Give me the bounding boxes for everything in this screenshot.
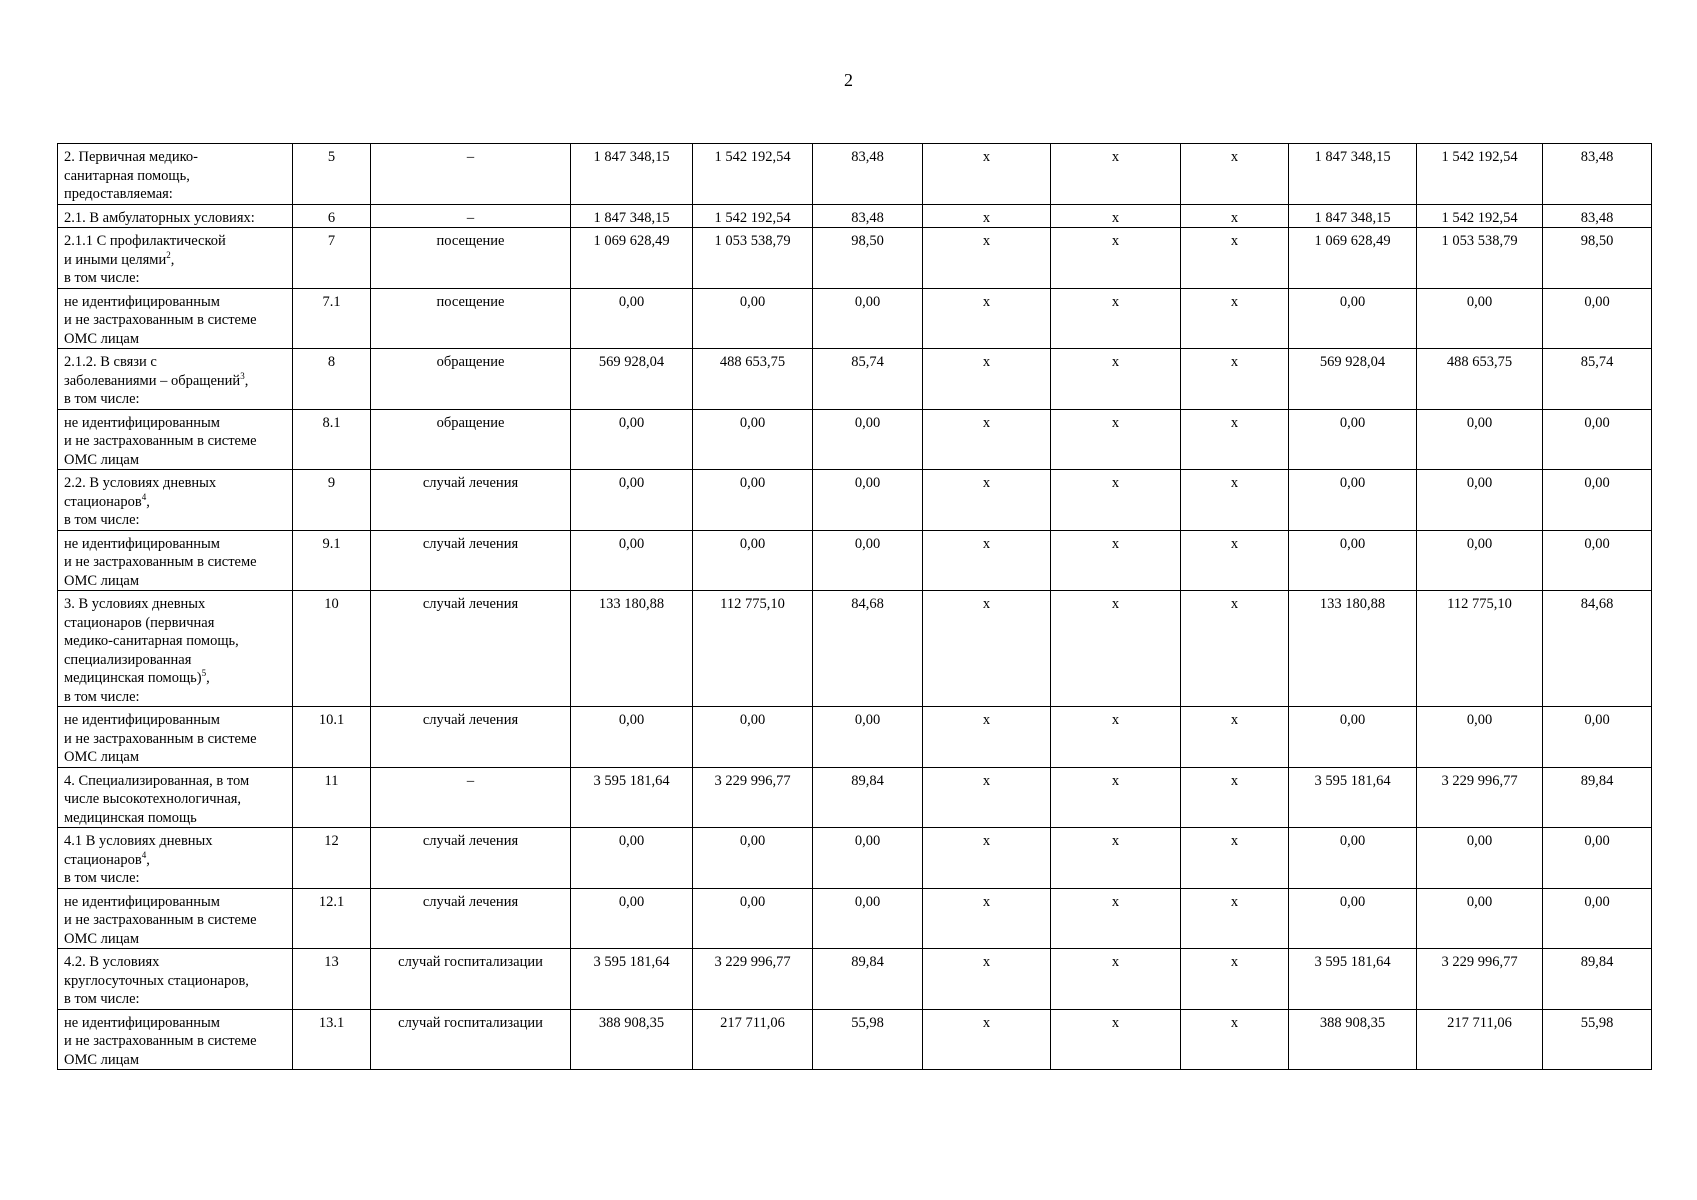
row-name-line: в том числе:	[64, 870, 140, 886]
row-name-line: не идентифицированным	[64, 535, 220, 552]
actual-sum-cell: 112 775,10	[693, 591, 813, 707]
total-plan-sum-cell: 0,00	[1289, 409, 1417, 470]
x-col-2-cell: х	[1051, 470, 1181, 531]
plan-sum-cell: 1 847 348,15	[571, 204, 693, 228]
table-body	[58, 144, 1652, 1070]
row-unit-cell: –	[371, 204, 571, 228]
total-actual-sum-cell: 0,00	[1417, 707, 1543, 768]
percent-cell: 84,68	[813, 591, 923, 707]
total-percent-cell: 83,48	[1543, 144, 1652, 205]
row-name-cell	[58, 949, 293, 1010]
row-name-line: заболеваниями – обращений	[64, 372, 241, 389]
row-code-cell: 7.1	[293, 288, 371, 349]
x-col-3-cell: х	[1181, 828, 1289, 889]
actual-sum-cell: 488 653,75	[693, 349, 813, 410]
actual-sum-cell: 3 229 996,77	[693, 949, 813, 1010]
x-col-3-cell: х	[1181, 949, 1289, 1010]
row-unit-cell: обращение	[371, 349, 571, 410]
row-name-line: в том числе:	[64, 270, 140, 286]
total-actual-sum-cell: 3 229 996,77	[1417, 949, 1543, 1010]
row-name-cell	[58, 144, 293, 205]
plan-sum-cell: 0,00	[571, 530, 693, 591]
row-unit-cell: случай госпитализации	[371, 1009, 571, 1070]
actual-sum-cell: 1 542 192,54	[693, 204, 813, 228]
table-row	[58, 828, 1652, 889]
row-name-punct: ,	[206, 670, 210, 686]
x-col-3-cell: х	[1181, 470, 1289, 531]
total-actual-sum-cell: 0,00	[1417, 828, 1543, 889]
x-col-1-cell: х	[923, 707, 1051, 768]
row-name-cell	[58, 204, 293, 228]
x-col-2-cell: х	[1051, 204, 1181, 228]
row-unit-cell: случай лечения	[371, 530, 571, 591]
table-row	[58, 288, 1652, 349]
page-number: 2	[844, 70, 853, 90]
total-percent-cell: 0,00	[1543, 409, 1652, 470]
actual-sum-cell: 0,00	[693, 707, 813, 768]
x-col-2-cell: х	[1051, 1009, 1181, 1070]
row-name-line: 4.1 В условиях дневных	[64, 833, 213, 849]
total-actual-sum-cell: 217 711,06	[1417, 1009, 1543, 1070]
row-name-cell	[58, 591, 293, 707]
row-name-line: 4.2. В условиях	[64, 954, 160, 970]
total-plan-sum-cell: 1 847 348,15	[1289, 144, 1417, 205]
percent-cell: 0,00	[813, 707, 923, 768]
x-col-1-cell: х	[923, 288, 1051, 349]
x-col-3-cell: х	[1181, 288, 1289, 349]
row-name-line: 2.2. В условиях дневных	[64, 475, 217, 491]
total-actual-sum-cell: 0,00	[1417, 530, 1543, 591]
row-code-cell: 10	[293, 591, 371, 707]
total-plan-sum-cell: 0,00	[1289, 888, 1417, 949]
row-name-line: в том числе:	[64, 991, 140, 1007]
percent-cell: 98,50	[813, 228, 923, 289]
x-col-2-cell: х	[1051, 228, 1181, 289]
total-plan-sum-cell: 569 928,04	[1289, 349, 1417, 410]
row-unit-cell: посещение	[371, 288, 571, 349]
percent-cell: 55,98	[813, 1009, 923, 1070]
row-code-cell: 5	[293, 144, 371, 205]
x-col-2-cell: х	[1051, 949, 1181, 1010]
row-name-cell	[58, 707, 293, 768]
total-percent-cell: 89,84	[1543, 767, 1652, 828]
row-code-cell: 13.1	[293, 1009, 371, 1070]
x-col-1-cell: х	[923, 828, 1051, 889]
x-col-1-cell: х	[923, 470, 1051, 531]
footnote-marker: 4	[141, 849, 147, 860]
actual-sum-cell: 217 711,06	[693, 1009, 813, 1070]
row-name-line: санитарная помощь,	[64, 167, 190, 184]
row-name-line: ОМС лицам	[64, 330, 140, 347]
actual-sum-cell: 3 229 996,77	[693, 767, 813, 828]
table-row	[58, 228, 1652, 289]
total-percent-cell: 0,00	[1543, 530, 1652, 591]
actual-sum-cell: 0,00	[693, 470, 813, 531]
row-name-punct: ,	[146, 493, 150, 510]
plan-sum-cell: 569 928,04	[571, 349, 693, 410]
row-unit-cell: –	[371, 144, 571, 205]
plan-sum-cell: 133 180,88	[571, 591, 693, 707]
percent-cell: 0,00	[813, 530, 923, 591]
actual-sum-cell: 1 053 538,79	[693, 228, 813, 289]
row-name-cell	[58, 530, 293, 591]
total-plan-sum-cell: 3 595 181,64	[1289, 949, 1417, 1010]
total-percent-cell: 0,00	[1543, 470, 1652, 531]
x-col-2-cell: х	[1051, 707, 1181, 768]
row-code-cell: 12	[293, 828, 371, 889]
percent-cell: 0,00	[813, 828, 923, 889]
row-name-cell	[58, 767, 293, 828]
x-col-1-cell: х	[923, 1009, 1051, 1070]
plan-sum-cell: 3 595 181,64	[571, 767, 693, 828]
total-percent-cell: 0,00	[1543, 707, 1652, 768]
total-actual-sum-cell: 1 542 192,54	[1417, 204, 1543, 228]
x-col-2-cell: х	[1051, 288, 1181, 349]
percent-cell: 83,48	[813, 204, 923, 228]
table-row	[58, 470, 1652, 531]
row-name-punct: ,	[244, 372, 249, 389]
plan-sum-cell: 388 908,35	[571, 1009, 693, 1070]
row-name-cell	[58, 1009, 293, 1070]
table-row	[58, 530, 1652, 591]
total-plan-sum-cell: 1 847 348,15	[1289, 204, 1417, 228]
table-row	[58, 949, 1652, 1010]
row-name-line: стационаров (первичная	[64, 614, 215, 631]
percent-cell: 89,84	[813, 949, 923, 1010]
total-percent-cell: 98,50	[1543, 228, 1652, 289]
footnote-marker: 5	[201, 668, 207, 679]
total-plan-sum-cell: 0,00	[1289, 828, 1417, 889]
plan-sum-cell: 0,00	[571, 409, 693, 470]
total-actual-sum-cell: 1 542 192,54	[1417, 144, 1543, 205]
row-code-cell: 8.1	[293, 409, 371, 470]
plan-sum-cell: 3 595 181,64	[571, 949, 693, 1010]
total-plan-sum-cell: 3 595 181,64	[1289, 767, 1417, 828]
row-unit-cell: случай лечения	[371, 828, 571, 889]
row-unit-cell: обращение	[371, 409, 571, 470]
total-plan-sum-cell: 0,00	[1289, 470, 1417, 531]
x-col-1-cell: х	[923, 767, 1051, 828]
x-col-1-cell: х	[923, 591, 1051, 707]
x-col-3-cell: х	[1181, 888, 1289, 949]
table-row	[58, 349, 1652, 410]
footnote-marker: 3	[240, 370, 245, 381]
plan-sum-cell: 0,00	[571, 707, 693, 768]
row-name-line: 2.1.1 С профилактической	[64, 233, 226, 249]
row-name-line: ОМС лицам	[64, 1051, 140, 1068]
percent-cell: 0,00	[813, 470, 923, 531]
row-name-cell	[58, 228, 293, 289]
footnote-marker: 2	[166, 249, 171, 260]
table-row	[58, 767, 1652, 828]
row-code-cell: 10.1	[293, 707, 371, 768]
row-code-cell: 8	[293, 349, 371, 410]
x-col-2-cell: х	[1051, 349, 1181, 410]
x-col-2-cell: х	[1051, 144, 1181, 205]
row-name-line: и не застрахованным в системе	[64, 912, 257, 928]
row-name-line: круглосуточных стационаров,	[64, 972, 249, 989]
row-name-line: в том числе:	[64, 512, 140, 528]
row-name-line: и не застрахованным в системе	[64, 312, 257, 328]
total-actual-sum-cell: 0,00	[1417, 288, 1543, 349]
row-name-cell	[58, 349, 293, 410]
row-name-line: числе высокотехнологичная,	[64, 791, 242, 807]
actual-sum-cell: 1 542 192,54	[693, 144, 813, 205]
x-col-1-cell: х	[923, 144, 1051, 205]
row-unit-cell: случай госпитализации	[371, 949, 571, 1010]
total-percent-cell: 0,00	[1543, 828, 1652, 889]
table-row	[58, 1009, 1652, 1070]
row-name-line: и иными целями	[64, 251, 167, 268]
row-name-line: не идентифицированным	[64, 712, 220, 728]
row-name-cell	[58, 828, 293, 889]
actual-sum-cell: 0,00	[693, 288, 813, 349]
table-row	[58, 204, 1652, 228]
row-name-line: не идентифицированным	[64, 893, 220, 910]
row-unit-cell: случай лечения	[371, 888, 571, 949]
row-unit-cell: посещение	[371, 228, 571, 289]
percent-cell: 89,84	[813, 767, 923, 828]
row-name-cell	[58, 470, 293, 531]
total-actual-sum-cell: 0,00	[1417, 470, 1543, 531]
total-percent-cell: 89,84	[1543, 949, 1652, 1010]
x-col-3-cell: х	[1181, 144, 1289, 205]
total-percent-cell: 0,00	[1543, 888, 1652, 949]
row-unit-cell: случай лечения	[371, 707, 571, 768]
total-actual-sum-cell: 1 053 538,79	[1417, 228, 1543, 289]
row-name-line: не идентифицированным	[64, 1014, 220, 1031]
row-name-line: и не застрахованным в системе	[64, 1033, 257, 1049]
x-col-2-cell: х	[1051, 767, 1181, 828]
x-col-1-cell: х	[923, 228, 1051, 289]
total-plan-sum-cell: 388 908,35	[1289, 1009, 1417, 1070]
row-code-cell: 9	[293, 470, 371, 531]
row-name-line: в том числе:	[64, 688, 140, 705]
row-name-line: и не застрахованным в системе	[64, 554, 257, 570]
table-row	[58, 707, 1652, 768]
total-plan-sum-cell: 0,00	[1289, 288, 1417, 349]
row-name-cell	[58, 288, 293, 349]
total-percent-cell: 83,48	[1543, 204, 1652, 228]
report-table	[57, 143, 1652, 1070]
x-col-3-cell: х	[1181, 204, 1289, 228]
x-col-2-cell: х	[1051, 591, 1181, 707]
row-name-line: и не застрахованным в системе	[64, 730, 257, 747]
row-code-cell: 9.1	[293, 530, 371, 591]
row-code-cell: 6	[293, 204, 371, 228]
x-col-3-cell: х	[1181, 228, 1289, 289]
row-name-line: специализированная	[64, 651, 192, 668]
percent-cell: 83,48	[813, 144, 923, 205]
row-unit-cell: случай лечения	[371, 591, 571, 707]
row-name-line: ОМС лицам	[64, 451, 140, 468]
row-name-line: ОМС лицам	[64, 749, 140, 765]
row-code-cell: 13	[293, 949, 371, 1010]
row-name-line: медико-санитарная помощь,	[64, 633, 239, 649]
total-plan-sum-cell: 133 180,88	[1289, 591, 1417, 707]
plan-sum-cell: 0,00	[571, 888, 693, 949]
plan-sum-cell: 1 069 628,49	[571, 228, 693, 289]
row-name-line: не идентифицированным	[64, 414, 220, 431]
row-name-line: 2. Первичная медико-	[64, 149, 198, 165]
plan-sum-cell: 0,00	[571, 470, 693, 531]
total-actual-sum-cell: 0,00	[1417, 888, 1543, 949]
x-col-1-cell: х	[923, 204, 1051, 228]
row-unit-cell: случай лечения	[371, 470, 571, 531]
table-row	[58, 409, 1652, 470]
row-name-line: ОМС лицам	[64, 930, 140, 947]
x-col-3-cell: х	[1181, 707, 1289, 768]
plan-sum-cell: 0,00	[571, 288, 693, 349]
x-col-2-cell: х	[1051, 530, 1181, 591]
row-code-cell: 12.1	[293, 888, 371, 949]
total-actual-sum-cell: 0,00	[1417, 409, 1543, 470]
x-col-3-cell: х	[1181, 349, 1289, 410]
total-actual-sum-cell: 112 775,10	[1417, 591, 1543, 707]
row-name-line: и не застрахованным в системе	[64, 433, 257, 449]
total-percent-cell: 55,98	[1543, 1009, 1652, 1070]
row-name-line: 3. В условиях дневных	[64, 596, 206, 612]
table-row	[58, 591, 1652, 707]
row-name-line: ОМС лицам	[64, 572, 140, 589]
row-code-cell: 7	[293, 228, 371, 289]
percent-cell: 85,74	[813, 349, 923, 410]
x-col-2-cell: х	[1051, 888, 1181, 949]
total-actual-sum-cell: 488 653,75	[1417, 349, 1543, 410]
x-col-1-cell: х	[923, 409, 1051, 470]
total-actual-sum-cell: 3 229 996,77	[1417, 767, 1543, 828]
x-col-2-cell: х	[1051, 409, 1181, 470]
row-name-line: не идентифицированным	[64, 293, 220, 310]
row-name-line: 2.1. В амбулаторных условиях:	[64, 209, 255, 226]
row-name-line: 4. Специализированная, в том	[64, 772, 250, 789]
row-name-line: стационаров	[64, 493, 142, 510]
row-name-punct: ,	[170, 251, 175, 268]
actual-sum-cell: 0,00	[693, 888, 813, 949]
percent-cell: 0,00	[813, 409, 923, 470]
row-code-cell: 11	[293, 767, 371, 828]
row-unit-cell: –	[371, 767, 571, 828]
row-name-line: медицинская помощь	[64, 809, 197, 826]
x-col-3-cell: х	[1181, 767, 1289, 828]
total-percent-cell: 0,00	[1543, 288, 1652, 349]
x-col-2-cell: х	[1051, 828, 1181, 889]
row-name-line: 2.1.2. В связи с	[64, 354, 157, 370]
x-col-1-cell: х	[923, 349, 1051, 410]
x-col-1-cell: х	[923, 530, 1051, 591]
row-name-line: медицинская помощь)	[64, 670, 202, 686]
total-plan-sum-cell: 1 069 628,49	[1289, 228, 1417, 289]
x-col-3-cell: х	[1181, 409, 1289, 470]
table-row	[58, 888, 1652, 949]
total-plan-sum-cell: 0,00	[1289, 707, 1417, 768]
x-col-1-cell: х	[923, 888, 1051, 949]
actual-sum-cell: 0,00	[693, 828, 813, 889]
row-name-cell	[58, 409, 293, 470]
footnote-marker: 4	[141, 491, 147, 502]
row-name-line: в том числе:	[64, 391, 140, 407]
percent-cell: 0,00	[813, 288, 923, 349]
plan-sum-cell: 1 847 348,15	[571, 144, 693, 205]
actual-sum-cell: 0,00	[693, 409, 813, 470]
row-name-punct: ,	[146, 851, 150, 868]
percent-cell: 0,00	[813, 888, 923, 949]
x-col-3-cell: х	[1181, 530, 1289, 591]
x-col-1-cell: х	[923, 949, 1051, 1010]
x-col-3-cell: х	[1181, 591, 1289, 707]
x-col-3-cell: х	[1181, 1009, 1289, 1070]
total-percent-cell: 84,68	[1543, 591, 1652, 707]
total-plan-sum-cell: 0,00	[1289, 530, 1417, 591]
row-name-cell	[58, 888, 293, 949]
table-row	[58, 144, 1652, 205]
plan-sum-cell: 0,00	[571, 828, 693, 889]
total-percent-cell: 85,74	[1543, 349, 1652, 410]
row-name-line: стационаров	[64, 851, 142, 868]
actual-sum-cell: 0,00	[693, 530, 813, 591]
row-name-line: предоставляемая:	[64, 186, 173, 202]
